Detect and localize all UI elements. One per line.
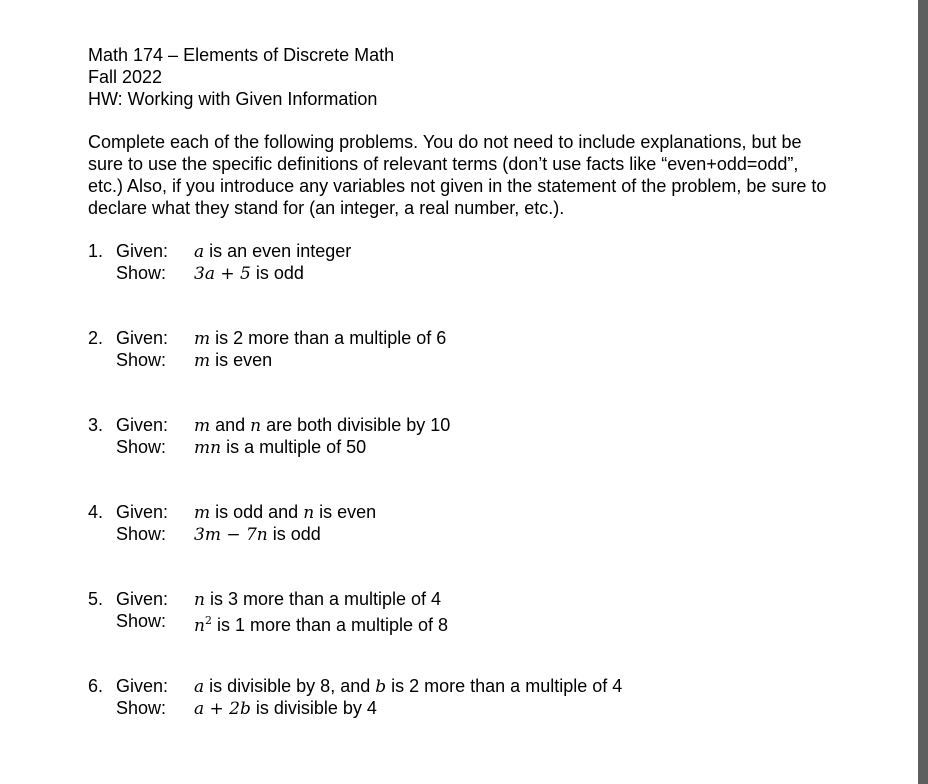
problem-number: 5. xyxy=(88,589,104,609)
given-row xyxy=(88,588,848,610)
document-content xyxy=(88,44,848,762)
statement-text: is even xyxy=(314,502,377,522)
given-statement xyxy=(194,327,446,350)
statement-text: is 2 more than a multiple of 6 xyxy=(210,328,447,348)
problem-1 xyxy=(88,240,848,284)
show-label: Show: xyxy=(116,263,167,283)
math-exponent: 2 xyxy=(204,614,212,627)
assignment-title: HW: Working with Given Information xyxy=(88,89,378,109)
show-row xyxy=(88,436,848,458)
math-expression: 3a + 5 xyxy=(194,264,251,284)
statement-text: is 2 more than a multiple of 4 xyxy=(386,676,623,696)
show-label: Show: xyxy=(116,437,167,457)
math-variable: m xyxy=(194,503,211,523)
given-row xyxy=(88,501,848,523)
show-row xyxy=(88,349,848,371)
course-title: Math 174 – Elements of Discrete Math xyxy=(88,45,395,65)
statement-text: is odd and xyxy=(210,502,304,522)
given-label: Given: xyxy=(116,589,169,609)
math-variable: n xyxy=(194,616,205,636)
math-variable: m xyxy=(194,416,211,436)
show-label: Show: xyxy=(116,611,167,631)
statement-text: is an even integer xyxy=(204,241,352,261)
problem-list xyxy=(88,240,848,719)
given-row xyxy=(88,675,848,697)
math-variable: b xyxy=(375,677,387,697)
show-statement xyxy=(194,697,377,720)
math-variable: m xyxy=(194,351,211,371)
given-row xyxy=(88,327,848,349)
show-label: Show: xyxy=(116,698,167,718)
problem-2 xyxy=(88,327,848,371)
show-row xyxy=(88,697,848,719)
statement-text: is divisible by 4 xyxy=(250,698,377,718)
math-expression: 3m − 7n xyxy=(194,525,268,545)
problem-3 xyxy=(88,414,848,458)
show-statement xyxy=(194,610,448,637)
given-statement xyxy=(194,501,376,524)
problem-4 xyxy=(88,501,848,545)
problem-number: 2. xyxy=(88,328,104,348)
problem-number: 6. xyxy=(88,676,104,696)
statement-text: is 3 more than a multiple of 4 xyxy=(204,589,442,609)
show-row xyxy=(88,610,848,636)
given-statement xyxy=(194,675,622,698)
show-row xyxy=(88,523,848,545)
math-variable: n xyxy=(303,503,315,523)
show-statement xyxy=(194,262,304,285)
math-variable: mn xyxy=(194,438,222,458)
given-label: Given: xyxy=(116,502,169,522)
math-variable: n xyxy=(194,590,205,610)
math-variable: m xyxy=(194,329,211,349)
given-statement xyxy=(194,240,351,263)
statement-text: is odd xyxy=(250,263,304,283)
problem-6 xyxy=(88,675,848,719)
term: Fall 2022 xyxy=(88,67,163,87)
problem-number: 4. xyxy=(88,502,104,522)
statement-text: is odd xyxy=(267,524,321,544)
math-variable: a xyxy=(194,242,205,262)
statement-text: is 1 more than a multiple of 8 xyxy=(211,615,449,635)
show-statement xyxy=(194,349,272,372)
math-variable: a xyxy=(194,677,205,697)
show-label: Show: xyxy=(116,524,167,544)
problem-number: 3. xyxy=(88,415,104,435)
show-statement xyxy=(194,436,366,459)
statement-text: are both divisible by 10 xyxy=(261,415,451,435)
instructions-paragraph: Complete each of the following problems. You do not need to include explanations, but be sure to use the specific definitions of relevant terms (don’t use facts like “even+odd=odd”, etc.) Also, if you introduce any variables not given in the statement of the problem, be sure to declare what they stand for (an integer, a real number, etc.). xyxy=(88,132,827,218)
statement-text: and xyxy=(210,415,251,435)
math-variable: n xyxy=(250,416,262,436)
show-label: Show: xyxy=(116,350,167,370)
given-label: Given: xyxy=(116,241,169,261)
statement-text: is even xyxy=(210,350,273,370)
given-statement xyxy=(194,414,450,437)
given-label: Given: xyxy=(116,328,169,348)
problem-number: 1. xyxy=(88,241,104,261)
given-statement xyxy=(194,588,441,611)
given-label: Given: xyxy=(116,415,169,435)
statement-text: is divisible by 8, and xyxy=(204,676,376,696)
problem-5 xyxy=(88,588,848,636)
statement-text: is a multiple of 50 xyxy=(221,437,367,457)
show-row xyxy=(88,262,848,284)
show-statement xyxy=(194,523,321,546)
given-label: Given: xyxy=(116,676,169,696)
math-expression: a + 2b xyxy=(194,699,251,719)
given-row xyxy=(88,240,848,262)
given-row xyxy=(88,414,848,436)
